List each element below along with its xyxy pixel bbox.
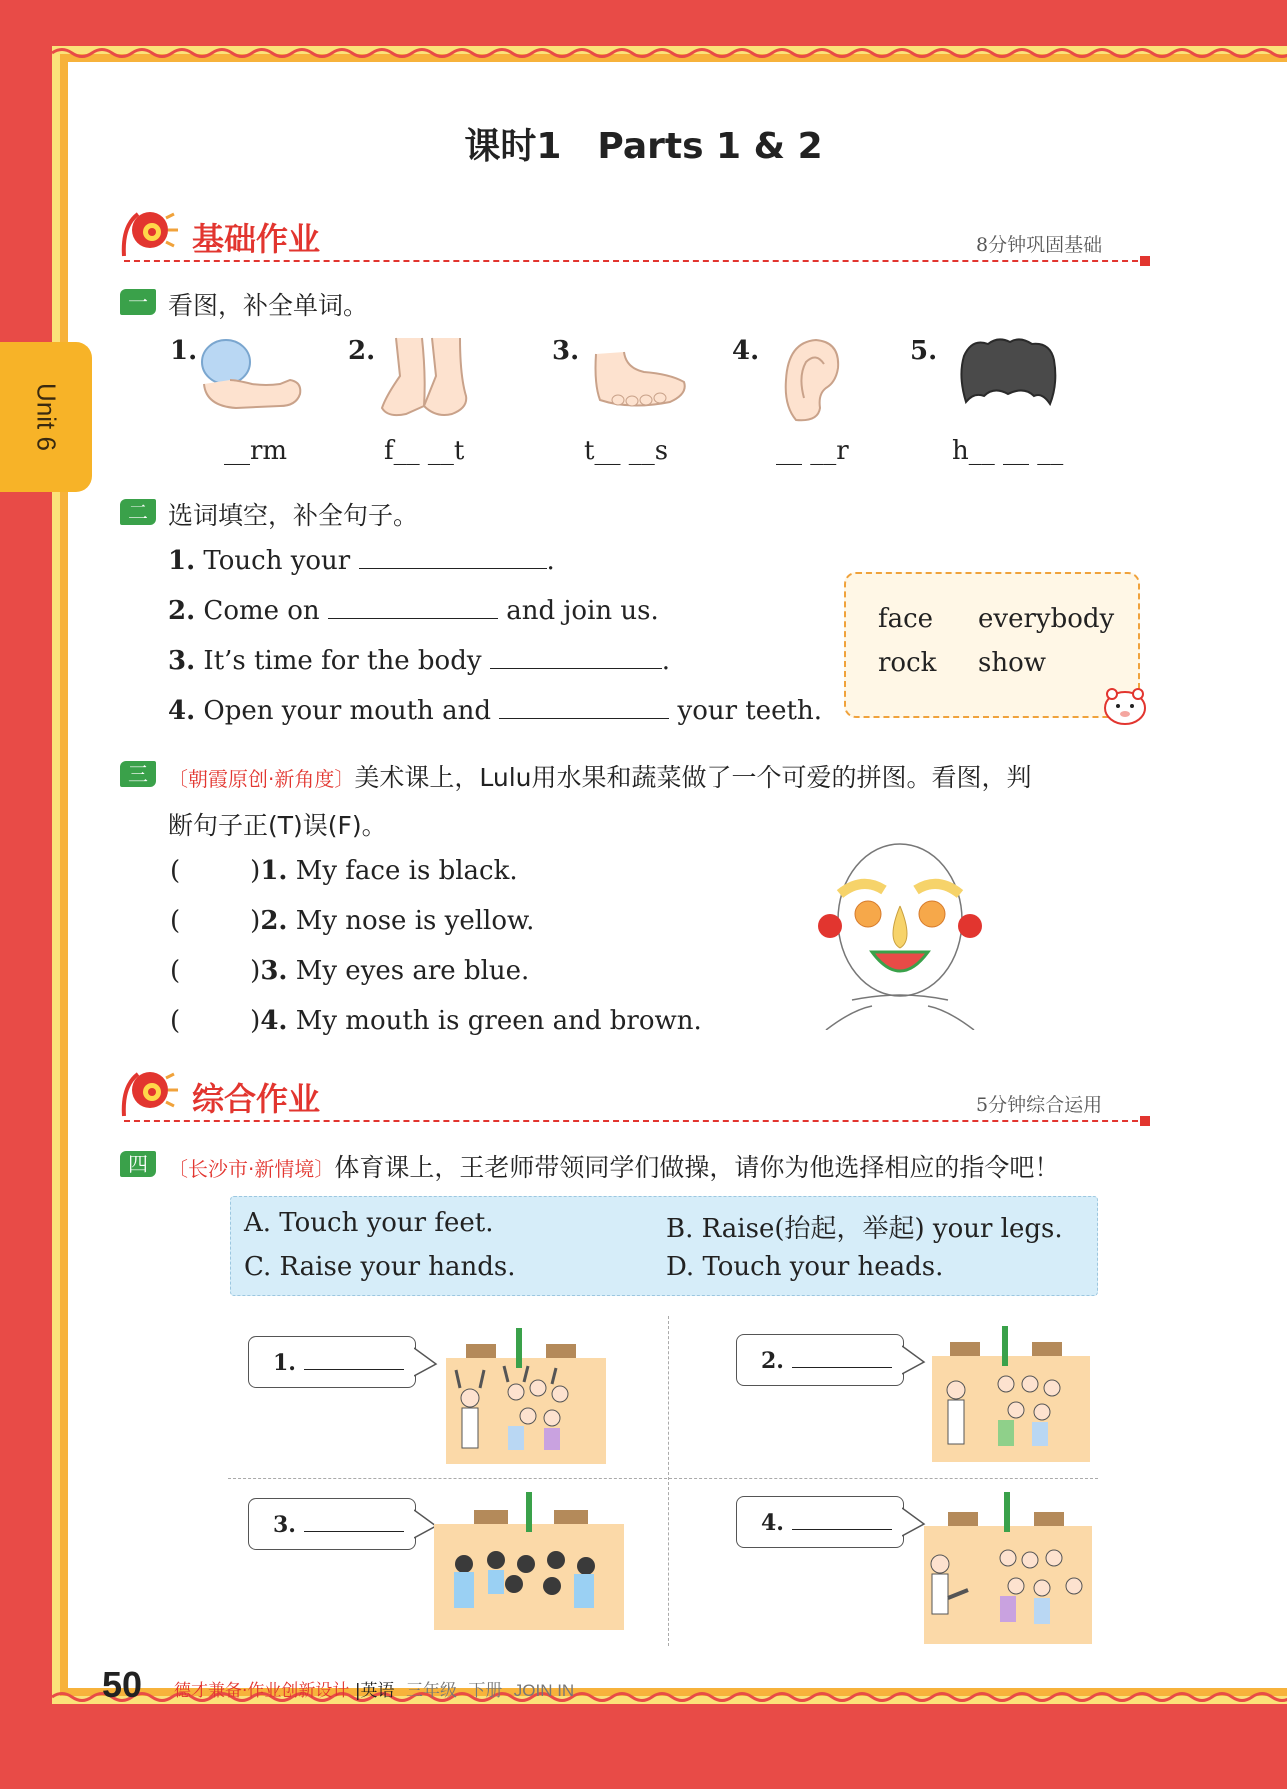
bubble-tail: [902, 1344, 926, 1376]
section-title-comprehensive: 综合作业: [192, 1080, 321, 1118]
section-divider: [124, 1120, 1148, 1122]
paren: (: [170, 906, 181, 936]
footer-volume: 下册: [468, 1681, 503, 1701]
sentence-text: Come on: [203, 596, 320, 626]
paren: ): [250, 1006, 261, 1036]
statement-text: My nose is yellow.: [295, 906, 535, 936]
statement-number: 2.: [260, 906, 288, 936]
word-bank-item: face: [878, 604, 934, 634]
flower-mascot-icon: [116, 206, 182, 262]
answer-blank[interactable]: [359, 568, 547, 569]
fruit-face-icon: [812, 840, 988, 1030]
sentence-2: [168, 596, 659, 626]
footer-series: JOIN IN: [513, 1681, 575, 1700]
footer-grade: 三年级: [405, 1681, 457, 1701]
item-number: 4.: [732, 336, 760, 366]
tf-statement-1: [170, 856, 518, 886]
sentence-number: 3.: [168, 646, 196, 676]
answer-bubble-3[interactable]: [248, 1498, 416, 1550]
sentence-text: Open your mouth and: [203, 696, 491, 726]
pe-class-touch-feet-illustration: [434, 1480, 624, 1630]
question-3-title-line1: [168, 758, 1032, 794]
item-number: 1.: [170, 336, 198, 366]
answer-blank[interactable]: [328, 618, 498, 619]
question-1-title: 看图，补全单词。: [168, 291, 369, 320]
blank-number: 1.: [273, 1350, 296, 1376]
section-title-basic: 基础作业: [192, 220, 321, 258]
answer-bubble-2[interactable]: [736, 1334, 904, 1386]
answer-blank[interactable]: [304, 1531, 404, 1532]
divider-end-dot: [1140, 256, 1150, 266]
divider-end-dot: [1140, 1116, 1150, 1126]
arm-icon: [196, 336, 308, 418]
flower-mascot-icon: [116, 1066, 182, 1122]
question-badge-3: 三: [120, 761, 156, 787]
pe-class-raise-legs-illustration: [924, 1478, 1092, 1644]
answer-blank[interactable]: [792, 1367, 892, 1368]
option-a: A. Touch your feet.: [244, 1208, 494, 1238]
sentence-number: 1.: [168, 546, 196, 576]
question-tag: 〔长沙市·新情境〕: [168, 1157, 335, 1181]
sentence-3: [168, 646, 670, 676]
page-title: 课时1 Parts 1 & 2: [464, 126, 823, 167]
paren: (: [170, 856, 181, 886]
cartoon-hamster-icon: [1100, 684, 1150, 726]
bubble-tail: [902, 1506, 926, 1538]
option-d: D. Touch your heads.: [666, 1252, 944, 1282]
answer-blank[interactable]: [792, 1529, 892, 1530]
word-blank: __ __r: [776, 436, 849, 466]
statement-text: My eyes are blue.: [295, 956, 530, 986]
word-bank-item: rock: [878, 648, 937, 678]
statement-text: My face is black.: [295, 856, 518, 886]
pe-class-touch-heads-illustration: [932, 1316, 1090, 1462]
sentence-text: .: [661, 646, 671, 676]
footer-brand: 德才兼备·作业创新设计: [174, 1681, 350, 1701]
footer-subject: 英语: [360, 1681, 395, 1701]
answer-bubble-1[interactable]: [248, 1336, 416, 1388]
blank-number: 2.: [761, 1348, 784, 1374]
bubble-tail: [414, 1346, 438, 1378]
paren: ): [250, 856, 261, 886]
statement-text: My mouth is green and brown.: [295, 1006, 702, 1036]
option-b: B. Raise(抬起，举起) your legs.: [666, 1214, 1063, 1244]
section-divider: [124, 260, 1148, 262]
tf-statement-4: [170, 1006, 702, 1036]
sentence-text: .: [546, 546, 555, 576]
sentence-number: 4.: [168, 696, 196, 726]
word-bank-item: everybody: [978, 604, 1115, 634]
question-3-title-line2: 断句子正(T)误(F)。: [168, 811, 387, 840]
answer-blank[interactable]: [499, 718, 669, 719]
word-blank: h__ __ __: [952, 436, 1064, 466]
word-blank: __rm: [224, 436, 288, 466]
statement-number: 3.: [260, 956, 288, 986]
hair-icon: [958, 336, 1058, 408]
grid-divider-vertical: [668, 1316, 669, 1646]
section-note-comprehensive: 5分钟综合运用: [976, 1094, 1103, 1116]
answer-blank[interactable]: [490, 668, 662, 669]
wavy-top-border: [52, 46, 1287, 60]
item-number: 2.: [348, 336, 376, 366]
tf-statement-2: [170, 906, 534, 936]
section-note-basic: 8分钟巩固基础: [976, 234, 1103, 256]
sentence-text: your teeth.: [677, 696, 822, 726]
pe-class-raise-hands-illustration: [446, 1318, 606, 1464]
feet-icon: [376, 336, 476, 420]
sentence-text: Touch your: [203, 546, 351, 576]
question-badge-2: 二: [120, 499, 156, 525]
toes-icon: [590, 344, 690, 414]
paren: ): [250, 906, 261, 936]
question-2-title: 选词填空，补全句子。: [168, 501, 419, 530]
ear-icon: [780, 336, 844, 424]
question-title-text: 美术课上，Lulu用水果和蔬菜做了一个可爱的拼图。看图，判: [354, 763, 1032, 792]
item-number: 3.: [552, 336, 580, 366]
sentence-text: It’s time for the body: [203, 646, 482, 676]
page-number: 50: [102, 1664, 143, 1705]
unit-tab: [0, 342, 92, 492]
statement-number: 4.: [260, 1006, 288, 1036]
blank-number: 4.: [761, 1510, 784, 1536]
question-tag: 〔朝霞原创·新角度〕: [168, 767, 355, 791]
unit-tab-label: Unit 6: [31, 383, 62, 451]
word-bank-box: [844, 572, 1140, 718]
word-blank: f__ __t: [384, 436, 465, 466]
footer-separator: |: [354, 1681, 361, 1701]
question-badge-1: 一: [120, 289, 156, 315]
paren: (: [170, 956, 181, 986]
answer-blank[interactable]: [304, 1369, 404, 1370]
question-title-text: 体育课上，王老师带领同学们做操，请你为他选择相应的指令吧！: [334, 1153, 1060, 1182]
footer-line: [174, 1676, 574, 1701]
answer-bubble-4[interactable]: [736, 1496, 904, 1548]
word-bank-item: show: [978, 648, 1046, 678]
tf-statement-3: [170, 956, 529, 986]
option-c: C. Raise your hands.: [244, 1252, 516, 1282]
sentence-number: 2.: [168, 596, 196, 626]
question-4-title: [168, 1148, 1059, 1184]
sentence-1: [168, 546, 555, 576]
sentence-text: and join us.: [506, 596, 659, 626]
word-blank: t__ __s: [584, 436, 669, 466]
sentence-4: [168, 696, 822, 726]
blank-number: 3.: [273, 1512, 296, 1538]
paren: (: [170, 1006, 181, 1036]
statement-number: 1.: [260, 856, 288, 886]
paren: ): [250, 956, 261, 986]
item-number: 5.: [910, 336, 938, 366]
question-badge-4: 四: [120, 1151, 156, 1177]
